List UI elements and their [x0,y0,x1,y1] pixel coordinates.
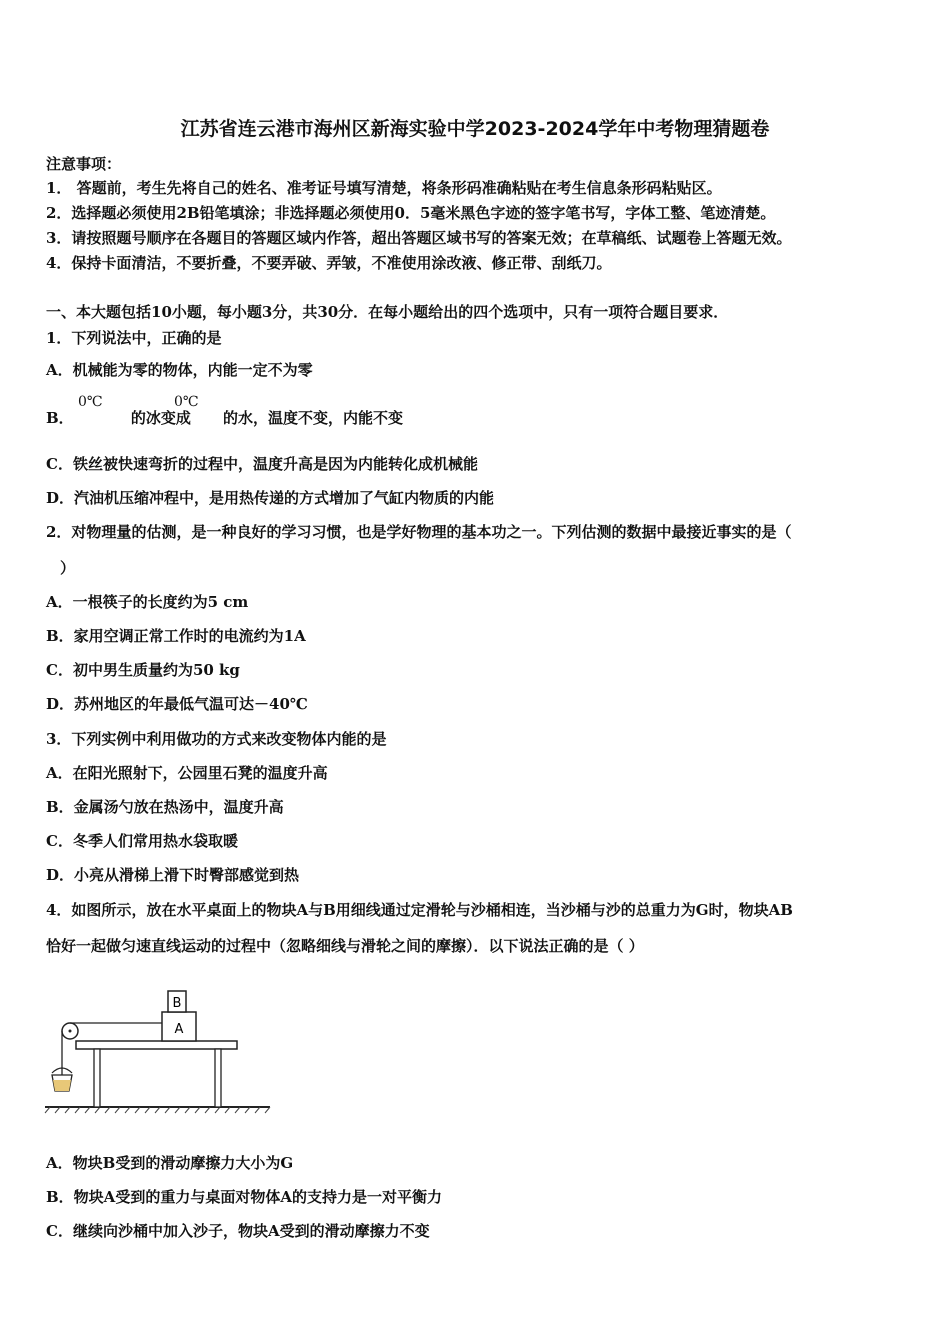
option: A．在阳光照射下，公园里石凳的温度升高 [46,764,328,782]
question-stem-cont: ） [60,559,76,577]
option: C．冬季人们常用热水袋取暖 [46,832,238,850]
block-b-label: B [172,996,182,1011]
option: B．物块A受到的重力与桌面对物体A的支持力是一对平衡力 [46,1188,442,1206]
option: A．物块B受到的滑动摩擦力大小为G [46,1154,294,1172]
table-leg [215,1049,221,1107]
block-a-label: A [174,1022,184,1037]
notice-item: 1． 答题前，考生先将自己的姓名、准考证号填写清楚，将条形码准确粘贴在考生信息条形码粘贴区。 [46,179,722,197]
question-stem: 4．如图所示，放在水平桌面上的物块A与B用细线通过定滑轮与沙桶相连，当沙桶与沙的总重力为G时，物块AB [46,901,793,919]
section-heading: 一、本大题包括10小题，每小题3分，共30分．在每小题给出的四个选项中，只有一项符合题目要求． [46,303,729,321]
question-stem: 2．对物理量的估测，是一种良好的学习习惯，也是学好物理的基本功之一。下列估测的数据中最接近事实的是（ [46,523,792,541]
notice-item: 3．请按照题号顺序在各题目的答题区域内作答，超出答题区域书写的答案无效；在草稿纸、试题卷上答题无效。 [46,229,792,247]
question-stem: 3．下列实例中利用做功的方式来改变物体内能的是 [46,730,387,748]
option: D．小亮从滑梯上滑下时臀部感觉到热 [46,866,300,884]
option-prefix: B． [46,409,74,427]
table-top [76,1041,237,1049]
option-text: 的水，温度不变，内能不变 [222,409,403,427]
option: B．金属汤勺放在热汤中，温度升高 [46,798,284,816]
notice-item: 4．保持卡面清洁，不要折叠，不要弄破、弄皱，不准使用涂改液、修正带、刮纸刀。 [46,254,612,272]
option: D．苏州地区的年最低气温可达－40℃ [46,695,308,713]
option: D．汽油机压缩冲程中，是用热传递的方式增加了气缸内物质的内能 [46,489,495,507]
page-title: 江苏省连云港市海州区新海实验中学2023-2024学年中考物理猜题卷 [180,118,770,140]
question-stem-cont: 恰好一起做匀速直线运动的过程中（忽略细线与滑轮之间的摩擦）．以下说法正确的是（ ） [46,937,644,955]
option-b-with-degrees [46,408,403,428]
option-text: 的冰变成 [130,409,191,427]
notice-item: 2．选择题必须使用2B铅笔填涂；非选择题必须使用0．5毫米黑色字迹的签字笔书写，字体工整、笔迹清楚。 [46,204,776,222]
table-leg [94,1049,100,1107]
notice-heading: 注意事项： [46,155,122,173]
option: C．继续向沙桶中加入沙子，物块A受到的滑动摩擦力不变 [46,1222,430,1240]
option: B．家用空调正常工作时的电流约为1A [46,627,306,645]
degree-label: 0℃ [174,394,199,410]
degree-label: 0℃ [78,394,103,410]
pulley-figure [40,985,280,1115]
question-stem: 1．下列说法中，正确的是 [46,329,222,347]
option: C．铁丝被快速弯折的过程中，温度升高是因为内能转化成机械能 [46,455,478,473]
option: C．初中男生质量约为50 kg [46,661,240,679]
option: A．一根筷子的长度约为5 cm [46,593,249,611]
option: A．机械能为零的物体，内能一定不为零 [46,361,313,379]
